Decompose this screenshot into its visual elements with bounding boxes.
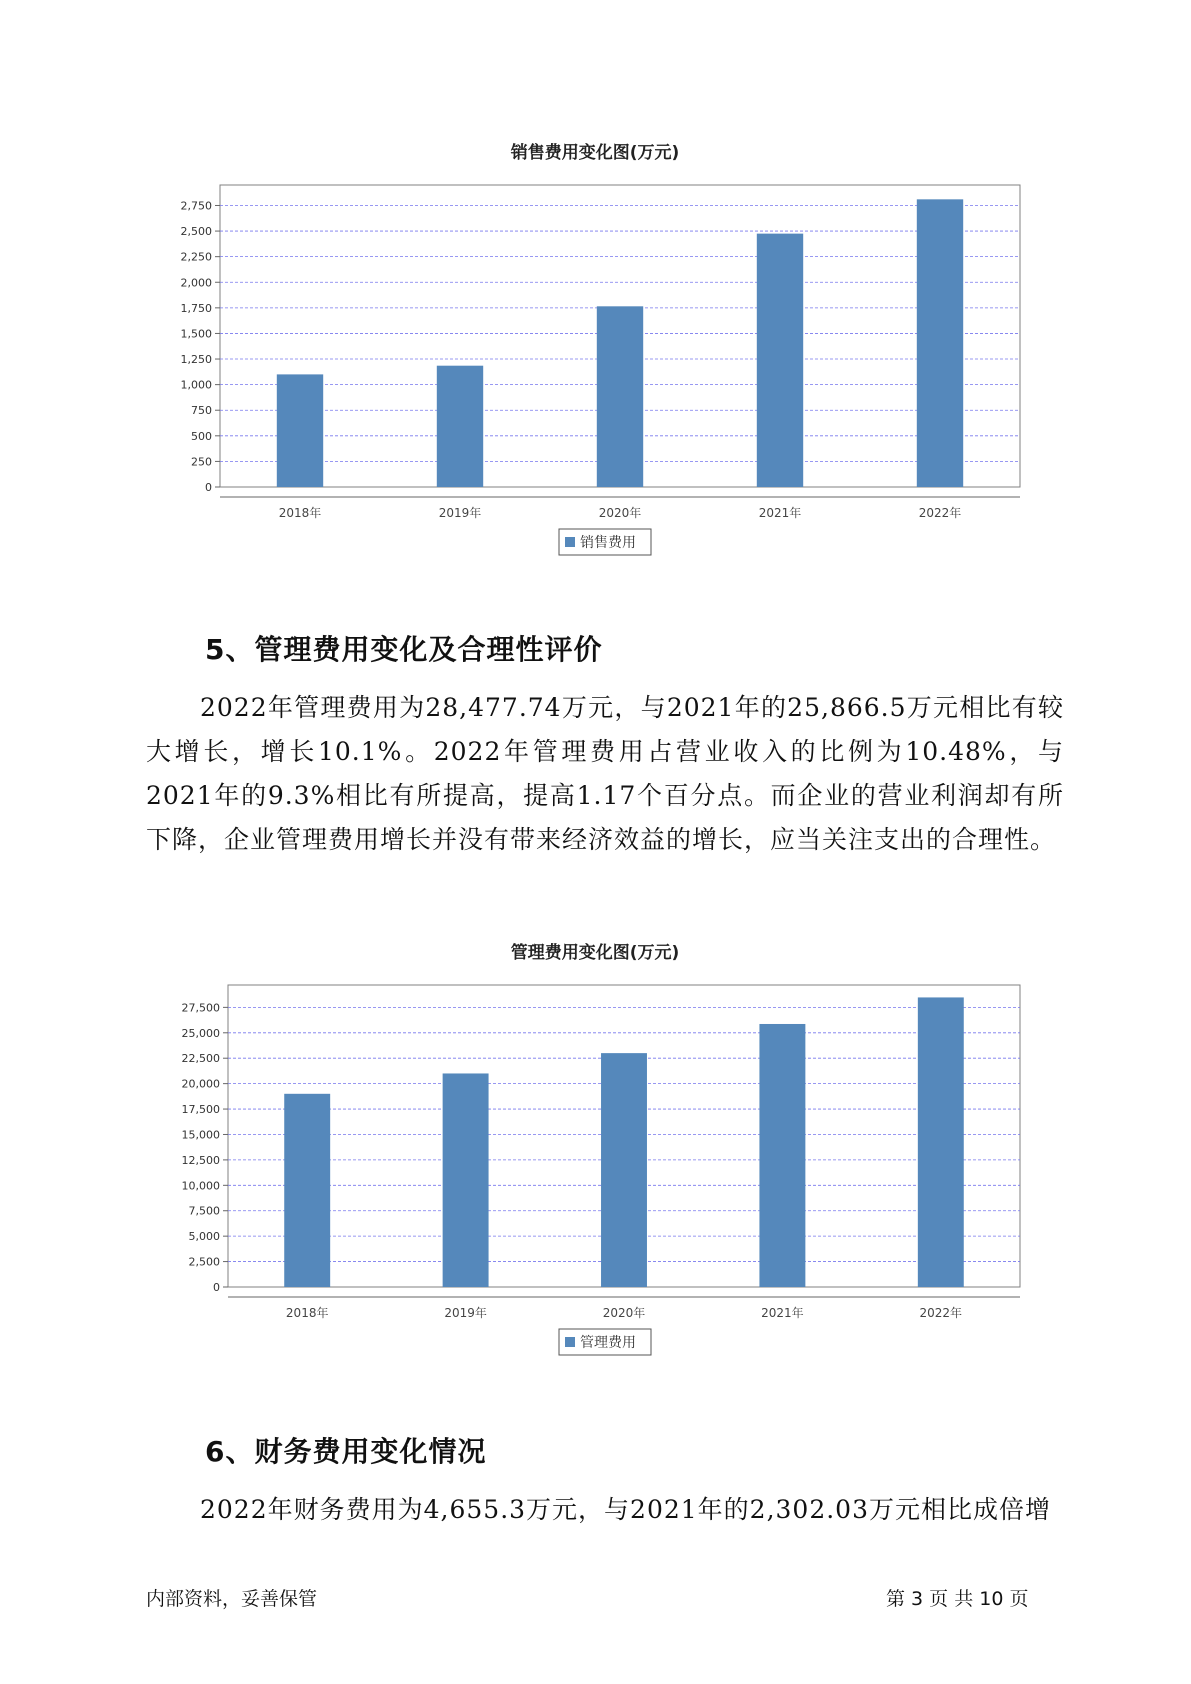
y-tick-label: 27,500	[181, 1001, 220, 1015]
y-tick-label: 5,000	[188, 1230, 220, 1244]
section-5-paragraph: 2022年管理费用为28,477.74万元，与2021年的25,866.5万元相比有较大增长，增长10.1%。2022年管理费用占营业收入的比例为10.48%，与2021年的9.3%相比有所提高，提高1.17个百分点。而企业的营业利润却有所下降，企业管理费用增长并没有带来经济效益的增长，应当关注支出的合理性。	[146, 693, 1064, 854]
y-tick-label: 1,750	[180, 301, 212, 315]
x-tick-label: 2020年	[598, 506, 642, 520]
y-tick-label: 1,500	[180, 327, 212, 341]
y-tick-label: 2,000	[180, 276, 212, 290]
y-tick-label: 1,250	[180, 353, 212, 367]
bar	[284, 1094, 330, 1287]
x-tick-label: 2021年	[758, 506, 802, 520]
x-tick-label: 2019年	[438, 506, 482, 520]
section-6-paragraph: 2022年财务费用为4,655.3万元，与2021年的2,302.03万元相比成倍增	[200, 1495, 1051, 1524]
section-5-heading: 5、管理费用变化及合理性评价	[205, 633, 603, 666]
y-tick-label: 25,000	[181, 1026, 220, 1040]
y-tick-label: 10,000	[181, 1179, 220, 1193]
legend	[559, 1329, 651, 1355]
legend-swatch	[565, 1337, 575, 1347]
y-tick-label: 22,500	[181, 1052, 220, 1066]
legend-label: 销售费用	[580, 535, 636, 551]
x-tick-label: 2022年	[918, 506, 962, 520]
y-tick-label: 1,000	[180, 378, 212, 392]
bar	[917, 199, 963, 487]
bar	[597, 306, 643, 487]
legend-swatch	[565, 537, 575, 547]
x-tick-label: 2018年	[285, 1306, 329, 1320]
chart-title: 销售费用变化图(万元)	[510, 143, 680, 163]
sales-expense-chart	[160, 130, 1030, 600]
bar	[918, 997, 964, 1287]
admin-expense-chart-svg	[160, 930, 1030, 1400]
y-tick-label: 7,500	[188, 1204, 220, 1218]
bar	[437, 366, 483, 487]
bar	[277, 374, 323, 487]
x-tick-label: 2020年	[602, 1306, 646, 1320]
footer-page-number: 第 3 页 共 10 页	[886, 1588, 1029, 1610]
bar	[601, 1053, 647, 1287]
y-tick-label: 2,750	[180, 199, 212, 213]
y-tick-label: 250	[191, 455, 212, 469]
y-tick-label: 0	[213, 1281, 220, 1294]
y-tick-label: 12,500	[181, 1153, 220, 1167]
footer-confidential-note: 内部资料，妥善保管	[146, 1588, 318, 1610]
section-6-heading: 6、财务费用变化情况	[205, 1435, 487, 1468]
admin-expense-chart	[160, 930, 1030, 1400]
x-tick-label: 2018年	[278, 506, 322, 520]
y-tick-label: 0	[205, 481, 212, 494]
y-tick-label: 2,500	[180, 225, 212, 239]
bar	[443, 1073, 489, 1287]
y-tick-label: 15,000	[181, 1128, 220, 1142]
y-tick-label: 500	[191, 429, 212, 443]
y-tick-label: 2,250	[180, 250, 212, 264]
legend	[559, 529, 651, 555]
chart-title: 管理费用变化图(万元)	[510, 943, 680, 963]
x-tick-label: 2022年	[919, 1306, 963, 1320]
x-tick-label: 2019年	[444, 1306, 487, 1320]
legend-label: 管理费用	[580, 1335, 636, 1351]
y-tick-label: 17,500	[181, 1103, 220, 1117]
y-tick-label: 750	[191, 404, 212, 418]
y-tick-label: 20,000	[181, 1077, 220, 1091]
sales-expense-chart-svg	[160, 130, 1030, 600]
x-tick-label: 2021年	[761, 1306, 804, 1320]
bar	[757, 234, 803, 487]
bar	[759, 1024, 805, 1287]
y-tick-label: 2,500	[188, 1255, 220, 1269]
